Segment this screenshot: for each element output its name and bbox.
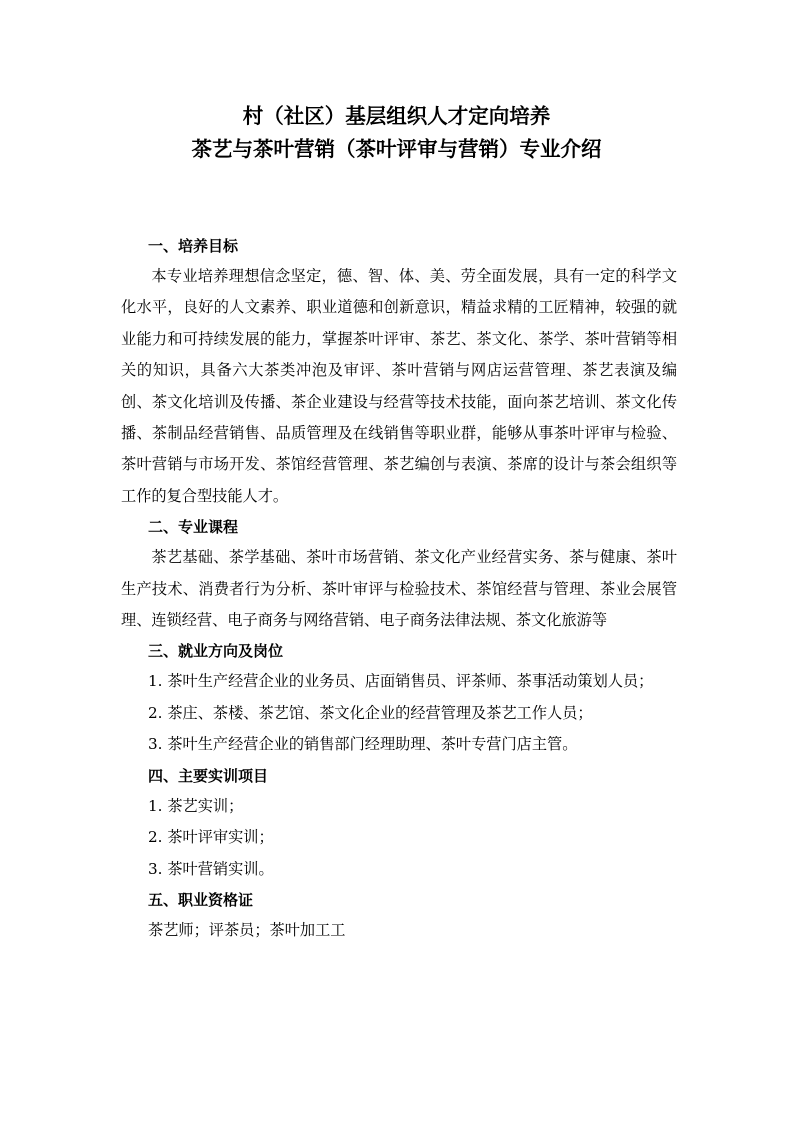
- training-item: 2. 茶叶评审实训；: [148, 828, 274, 847]
- section-heading-certificates: 五、职业资格证: [148, 890, 254, 909]
- section-certificates: [121, 885, 677, 946]
- certificates-text: 茶艺师；评茶员；茶叶加工工: [148, 920, 346, 939]
- career-item: 3. 茶叶生产经营企业的销售部门经理助理、茶叶专营门店主管。: [148, 735, 578, 754]
- section-courses: [121, 512, 677, 636]
- section-goal: [121, 231, 677, 512]
- section-careers: [121, 636, 677, 760]
- courses-paragraph: 茶艺基础、茶学基础、茶叶市场营销、茶文化产业经营实务、茶与健康、茶叶生产技术、消费者行为分析、茶叶审评与检验技术、茶馆经营与管理、茶业会展管理、连锁经营、电子商务与网络营销、电子商务法律法规、茶文化旅游等: [121, 548, 677, 630]
- career-item: 2. 茶庄、茶楼、茶艺馆、茶文化企业的经营管理及茶艺工作人员；: [148, 703, 593, 722]
- goal-paragraph: 本专业培养理想信念坚定，德、智、体、美、劳全面发展，具有一定的科学文化水平，良好的人文素养、职业道德和创新意识，精益求精的工匠精神，较强的就业能力和可持续发展的能力，掌握茶叶评审、茶艺、茶文化、茶学、茶叶营销等相关的知识，具备六大茶类冲泡及审评、茶叶营销与网店运营管理、茶艺表演及编创、茶文化培训及传播、茶企业建设与经营等技术技能，面向茶艺培训、茶文化传播、茶制品经营销售、品质管理及在线销售等职业群，能够从事茶叶评审与检验、茶叶营销与市场开发、茶馆经营管理、茶艺编创与表演、茶席的设计与茶会组织等工作的复合型技能人才。: [121, 267, 677, 505]
- training-item: 3. 茶叶营销实训。: [148, 859, 274, 878]
- document-body: [121, 231, 677, 946]
- training-item: 1. 茶艺实训；: [148, 796, 244, 815]
- section-heading-courses: 二、专业课程: [148, 518, 239, 537]
- section-training: [121, 761, 677, 885]
- title-line-2: 茶艺与茶叶营销（茶叶评审与营销）专业介绍: [191, 137, 602, 161]
- section-heading-careers: 三、就业方向及岗位: [148, 642, 284, 661]
- title-line-1: 村（社区）基层组织人才定向培养: [242, 104, 551, 128]
- document-title: [0, 100, 793, 166]
- section-heading-goal: 一、培养目标: [148, 237, 239, 255]
- career-item: 1. 茶叶生产经营企业的业务员、店面销售员、评茶师、茶事活动策划人员；: [148, 672, 654, 691]
- section-heading-training: 四、主要实训项目: [148, 766, 269, 785]
